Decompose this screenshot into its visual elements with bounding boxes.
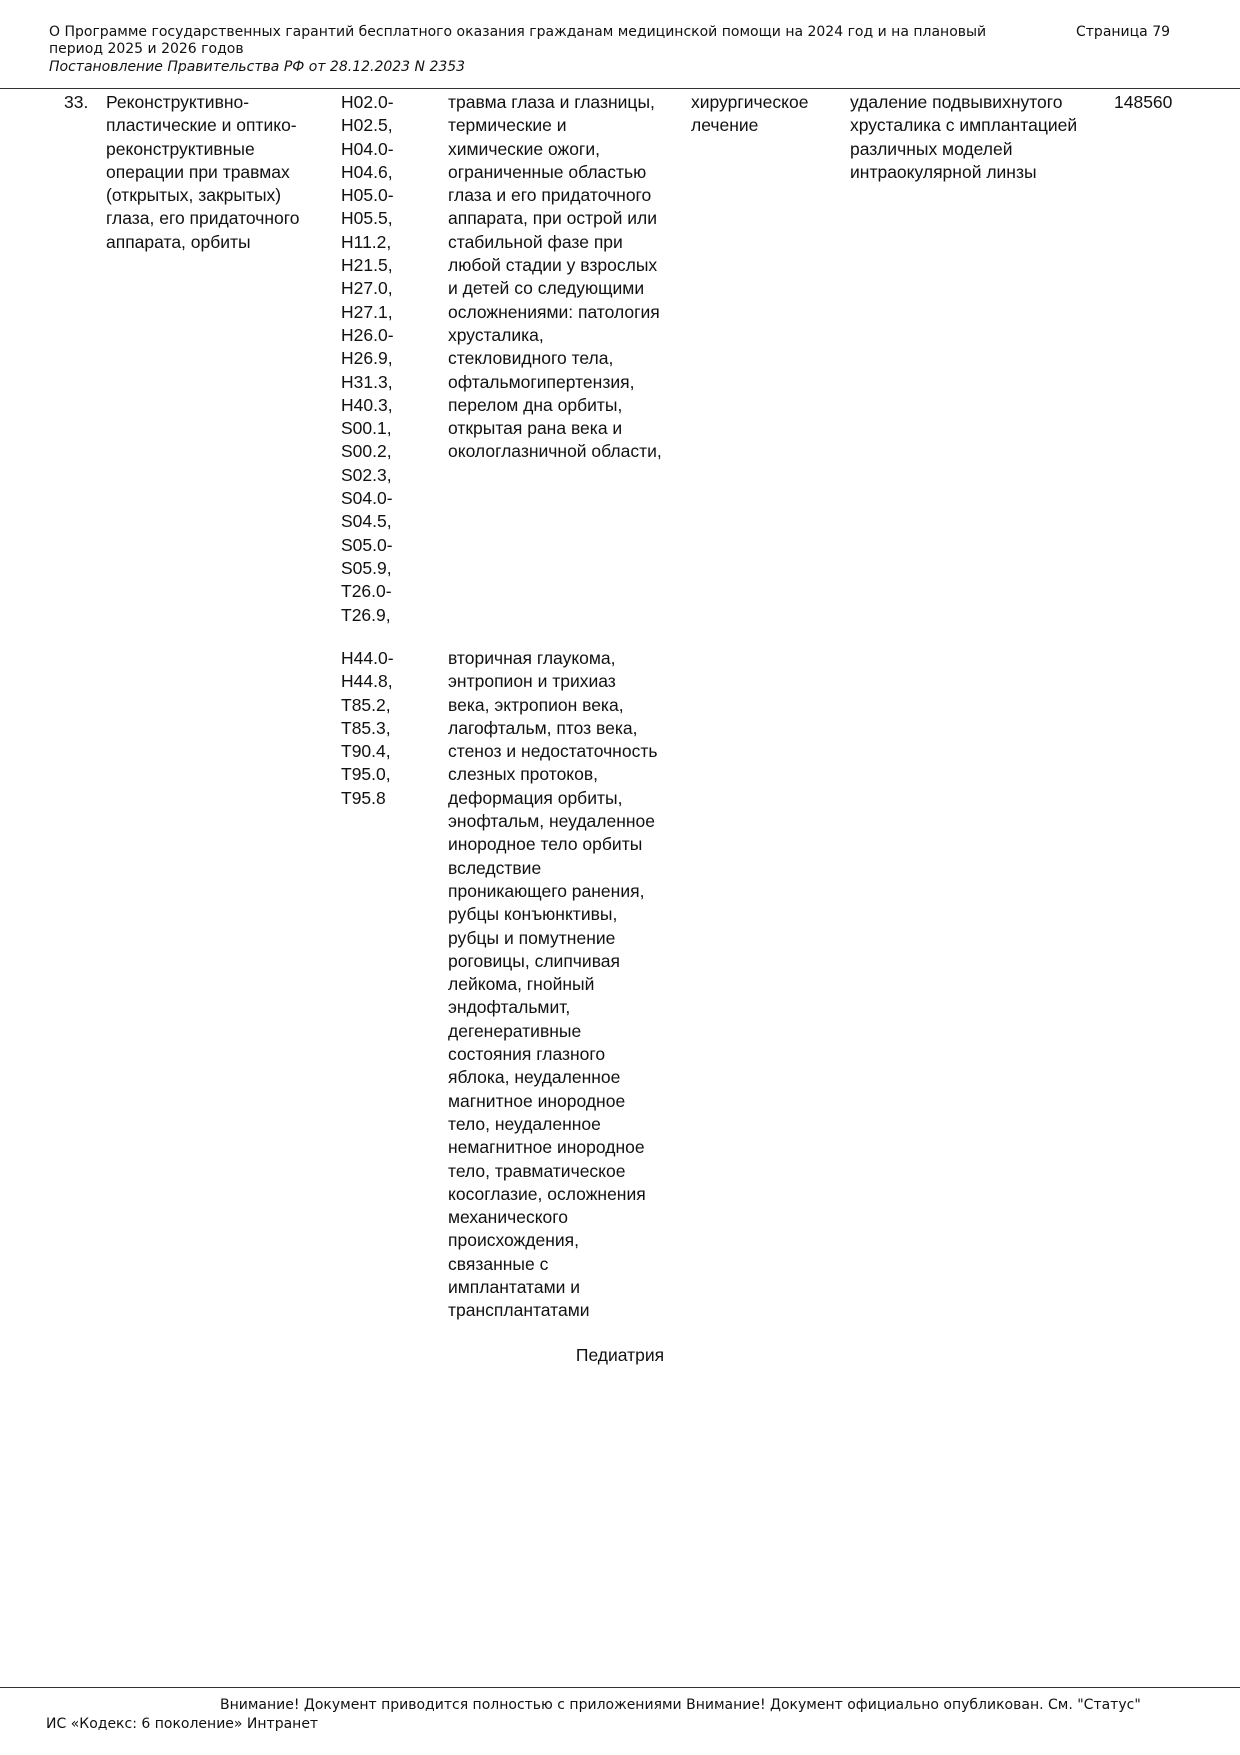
text-line: рубцы и помутнение (448, 927, 616, 948)
text-line: происхождения, (448, 1230, 579, 1251)
text-line: H02.5, (341, 115, 393, 136)
text-line: H02.0- (341, 92, 394, 112)
text-line: T85.2, (341, 694, 391, 715)
text-line: вторичная глаукома, (448, 648, 616, 668)
text-line: S04.5, (341, 511, 392, 532)
text-line: открытая рана века и (448, 418, 623, 439)
text-line: S02.3, (341, 464, 392, 485)
text-line: вследствие (448, 857, 542, 878)
text-line: косоглазие, осложнения (448, 1183, 646, 1204)
text-line: аппарата, орбиты (106, 231, 251, 252)
text-line: S00.2, (341, 441, 392, 462)
text-line: H11.2, (341, 231, 392, 252)
text-line: стекловидного тела, (448, 348, 614, 369)
text-line: яблока, неудаленное (448, 1067, 621, 1088)
document-title: О Программе государственных гарантий бесплатного оказания гражданам медицинской помощи на 2024 год и на плановый период 2025 и 2026 годов (49, 24, 987, 57)
text-line: (открытых, закрытых) (106, 185, 282, 206)
text-line: тело, неудаленное (448, 1113, 601, 1134)
text-line: эндофтальмит, (448, 997, 571, 1018)
footer-divider (0, 1687, 1240, 1688)
text-line: ограниченные областью (448, 161, 647, 182)
text-line: H26.9, (341, 348, 393, 369)
footer-notice: Внимание! Документ приводится полностью с приложениями Внимание! Документ официально опубликован. См. "Статус" (220, 1697, 1141, 1713)
text-line: H27.1, (341, 301, 393, 322)
text-line: тело, травматическое (448, 1160, 626, 1181)
text-line: роговицы, слипчивая (448, 950, 621, 971)
text-line: T26.0- (341, 581, 392, 602)
text-line: травма глаза и глазницы, (448, 92, 655, 112)
text-line: термические и (448, 115, 567, 136)
text-line: H27.0, (341, 278, 393, 299)
text-line: энтропион и трихиаз (448, 671, 616, 692)
text-line: трансплантатами (448, 1300, 590, 1321)
text-line: T90.4, (341, 741, 391, 762)
text-line: S05.9, (341, 557, 392, 578)
procedure-name (106, 91, 300, 254)
text-line: глаза и его придаточного (448, 185, 652, 206)
text-line: имплантатами и (448, 1277, 581, 1298)
text-line: H04.6, (341, 161, 393, 182)
text-line: лейкома, гнойный (448, 974, 595, 995)
row-number: 33. (64, 92, 89, 112)
text-line: немагнитное инородное (448, 1137, 645, 1158)
patient-model-group-1 (448, 91, 662, 464)
text-line: энофтальм, неудаленное (448, 811, 656, 832)
document-subtitle: Постановление Правительства РФ от 28.12.2023 N 2353 (49, 59, 466, 75)
text-line: века, эктропион века, (448, 694, 624, 715)
text-line: H31.3, (341, 371, 393, 392)
text-line: H44.8, (341, 671, 393, 692)
text-line: окологлазничной области, (448, 441, 662, 462)
text-line: связанные с (448, 1253, 549, 1274)
text-line: T95.0, (341, 764, 391, 785)
text-line: механического (448, 1207, 569, 1228)
header-divider (0, 88, 1240, 89)
text-line: осложнениями: патология (448, 301, 660, 322)
text-line: химические ожоги, (448, 138, 600, 159)
text-line: реконструктивные (106, 138, 255, 159)
patient-model-group-2 (448, 647, 657, 1323)
text-line: удаление подвывихнутого (850, 92, 1063, 112)
text-line: пластические и оптико- (106, 115, 297, 136)
text-line: хрусталика с имплантацией (850, 115, 1078, 136)
text-line: лечение (691, 115, 759, 136)
icd-codes-group-1 (341, 91, 394, 627)
text-line: офтальмогипертензия, (448, 371, 635, 392)
text-line: различных моделей (850, 138, 1013, 159)
text-line: Реконструктивно- (106, 92, 250, 112)
text-line: операции при травмах (106, 161, 290, 182)
text-line: любой стадии у взрослых (448, 255, 658, 276)
text-line: H05.0- (341, 185, 394, 206)
text-line: глаза, его придаточного (106, 208, 300, 229)
text-line: хрусталика, (448, 324, 544, 345)
text-line: аппарата, при острой или (448, 208, 657, 229)
text-line: стеноз и недостаточность (448, 741, 658, 762)
treatment-type (691, 91, 808, 138)
text-line: T95.8 (341, 787, 386, 808)
text-line: S00.1, (341, 418, 392, 439)
page-number: Страница 79 (1076, 24, 1171, 40)
text-line: перелом дна орбиты, (448, 394, 623, 415)
footer-system: ИС «Кодекс: 6 поколение» Интранет (46, 1716, 319, 1732)
text-line: H21.5, (341, 255, 393, 276)
text-line: и детей со следующими (448, 278, 645, 299)
icd-codes-group-2 (341, 647, 394, 810)
text-line: дегенеративные (448, 1020, 582, 1041)
text-line: инородное тело орбиты (448, 834, 643, 855)
text-line: T85.3, (341, 717, 391, 738)
text-line: магнитное инородное (448, 1090, 626, 1111)
text-line: рубцы конъюнктивы, (448, 904, 618, 925)
text-line: H44.0- (341, 648, 394, 668)
text-line: проникающего ранения, (448, 880, 645, 901)
section-heading: Педиатрия (575, 1345, 665, 1365)
text-line: T26.9, (341, 604, 391, 625)
text-line: хирургическое (691, 92, 809, 112)
text-line: слезных протоков, (448, 764, 599, 785)
text-line: интраокулярной линзы (850, 161, 1037, 182)
text-line: H26.0- (341, 324, 394, 345)
text-line: состояния глазного (448, 1044, 606, 1065)
text-line: деформация орбиты, (448, 787, 623, 808)
treatment-method (850, 91, 1077, 184)
standard-cost: 148560 (1114, 92, 1173, 112)
text-line: S05.0- (341, 534, 393, 555)
text-line: S04.0- (341, 488, 393, 509)
text-line: H04.0- (341, 138, 394, 159)
text-line: лагофтальм, птоз века, (448, 717, 638, 738)
text-line: H05.5, (341, 208, 393, 229)
text-line: стабильной фазе при (448, 231, 623, 252)
text-line: H40.3, (341, 394, 393, 415)
